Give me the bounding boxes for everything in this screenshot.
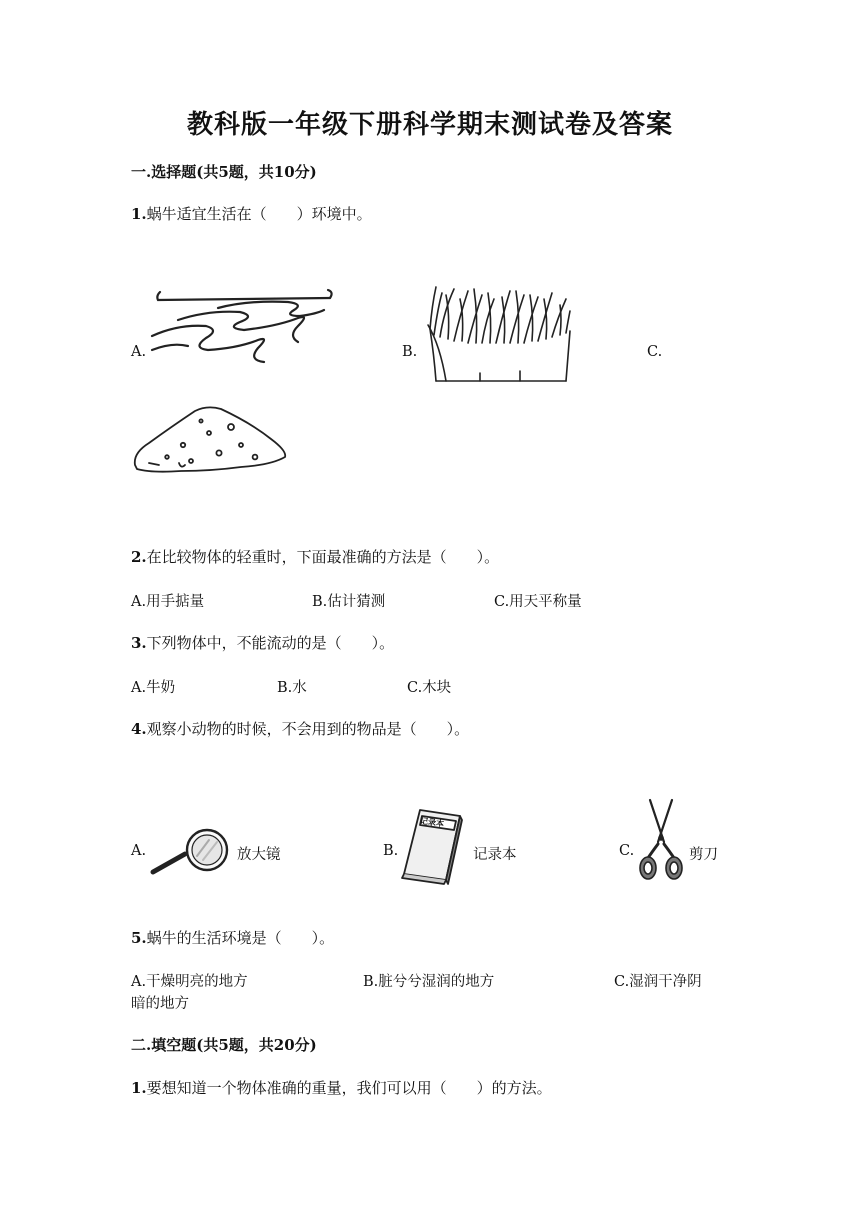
question-number: 3.: [131, 634, 147, 652]
q3-option-b: B.水: [277, 680, 307, 696]
question-number: 1.: [131, 205, 147, 223]
q1-option-c-label: C.: [647, 344, 663, 360]
section-heading-choice: 一.选择题(共5题，共10分): [131, 163, 317, 181]
q3-option-a: A.牛奶: [131, 680, 176, 696]
q4-option-b-caption: 记录本: [473, 847, 517, 863]
grass-icon: [420, 285, 572, 385]
notebook-icon: [398, 806, 464, 884]
q5-option-a: A.干燥明亮的地方: [131, 974, 248, 990]
question-3: [131, 632, 394, 653]
question-text: 蜗牛适宜生活在（ ）环境中。: [146, 205, 372, 223]
q4-option-c-label: C.: [619, 843, 635, 859]
q2-option-c: C.用天平称量: [494, 594, 582, 610]
q1-option-a-label: A.: [131, 344, 147, 360]
question-text: 观察小动物的时候，不会用到的物品是（ ）。: [146, 720, 470, 738]
question-1: [131, 203, 372, 224]
question-text: 要想知道一个物体准确的重量，我们可以用（ ）的方法。: [146, 1079, 552, 1097]
magnifier-icon: [145, 828, 235, 878]
q1-option-b-label: B.: [402, 344, 418, 360]
q2-option-a: A.用手掂量: [131, 594, 205, 610]
question-text: 下列物体中，不能流动的是（ ）。: [146, 634, 395, 652]
question-number: 5.: [131, 929, 147, 947]
q2-option-b: B.估计猜测: [312, 594, 386, 610]
q4-option-b-label: B.: [383, 843, 399, 859]
water-stream-icon: [148, 288, 334, 374]
question-text: 在比较物体的轻重时，下面最准确的方法是（ ）。: [146, 548, 500, 566]
q3-option-c: C.木块: [407, 680, 452, 696]
question-number: 4.: [131, 720, 147, 738]
fill-question-1: [131, 1077, 552, 1098]
question-number: 2.: [131, 548, 147, 566]
q4-option-a-caption: 放大镜: [237, 847, 281, 863]
soil-pile-icon: [131, 405, 289, 477]
page-title: 教科版一年级下册科学期末测试卷及答案: [186, 110, 673, 140]
q5-option-c-continued: 暗的地方: [131, 996, 189, 1012]
section-heading-fill-in: 二.填空题(共5题，共20分): [131, 1036, 317, 1054]
notebook-cover-text: 记录本: [419, 816, 445, 829]
question-5: [131, 927, 334, 948]
q4-option-a-label: A.: [131, 843, 147, 859]
question-2: [131, 546, 499, 567]
scissors-icon: [636, 798, 686, 882]
question-text: 蜗牛的生活环境是（ ）。: [146, 929, 335, 947]
q5-option-b: B.脏兮兮湿润的地方: [363, 974, 495, 990]
q5-option-c: C.湿润干净阴: [614, 974, 702, 990]
q4-option-c-caption: 剪刀: [689, 847, 718, 863]
question-number: 1.: [131, 1079, 147, 1097]
question-4: [131, 718, 469, 739]
